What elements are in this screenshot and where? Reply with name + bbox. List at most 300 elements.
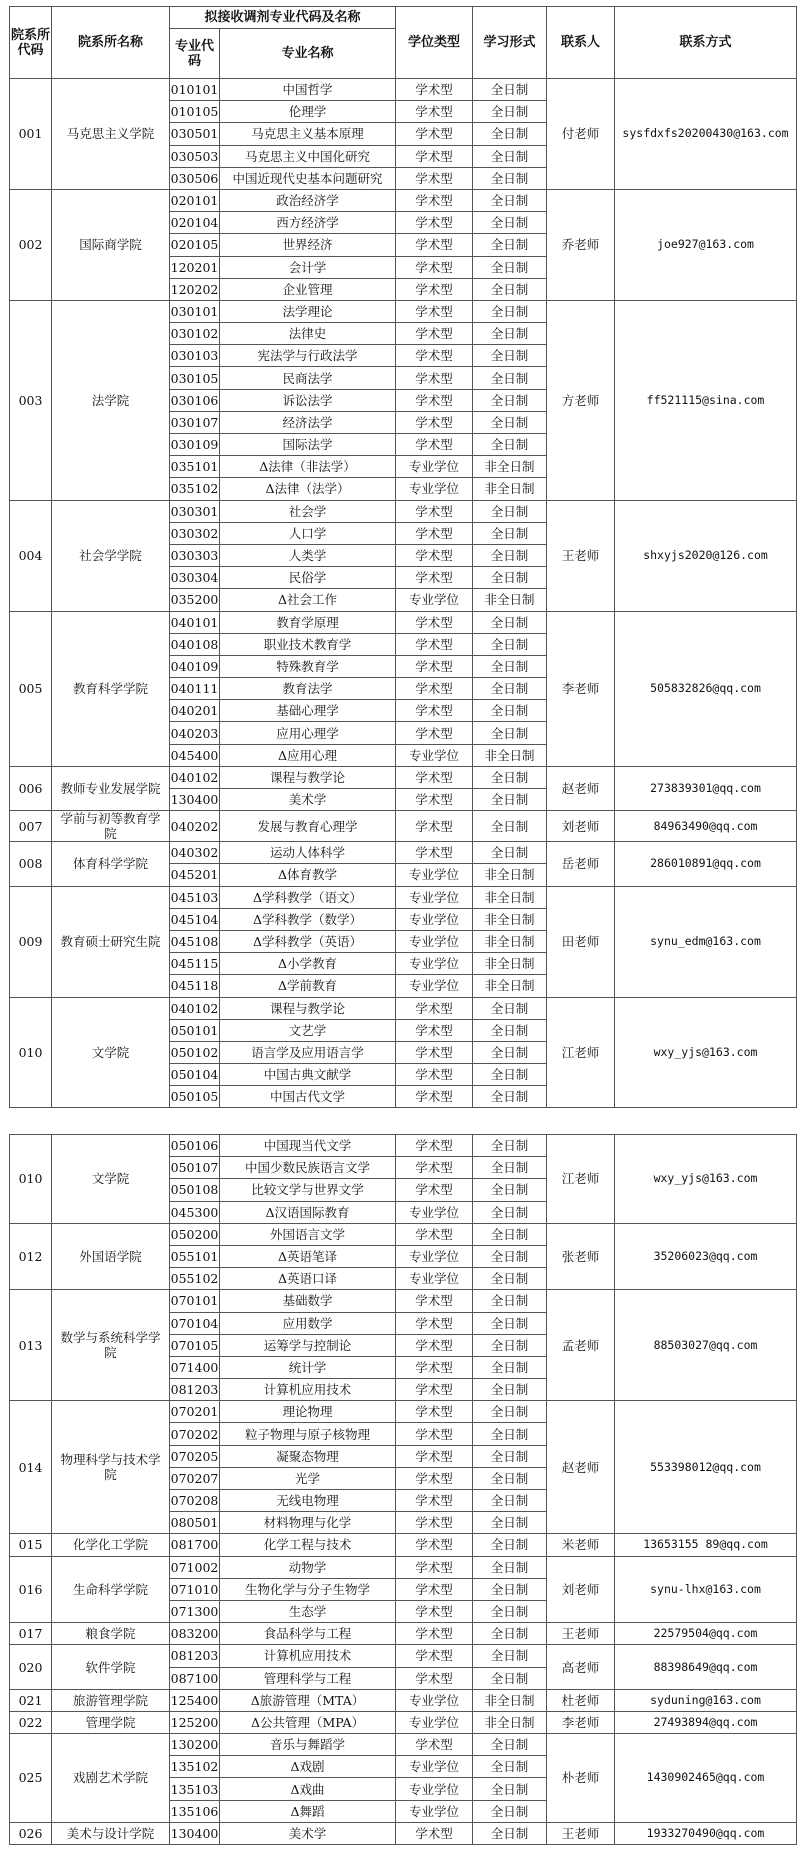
study-mode: 全日制 [473, 167, 547, 189]
dept-code: 026 [10, 1822, 52, 1844]
degree-type: 专业学位 [396, 1245, 473, 1267]
major-name: Δ社会工作 [220, 589, 396, 611]
major-code: 030103 [170, 345, 220, 367]
study-mode: 全日制 [473, 1667, 547, 1689]
dept-code: 008 [10, 842, 52, 886]
dept-name: 教育硕士研究生院 [52, 886, 170, 997]
major-name: 国际法学 [220, 434, 396, 456]
contact-email: 273839301@qq.com [615, 766, 797, 810]
major-name: 管理科学与工程 [220, 1667, 396, 1689]
major-code: 055101 [170, 1245, 220, 1267]
contact-email: ff521115@sina.com [615, 300, 797, 500]
degree-type: 学术型 [396, 1401, 473, 1423]
degree-type: 专业学位 [396, 864, 473, 886]
study-mode: 非全日制 [473, 886, 547, 908]
study-mode: 全日制 [473, 842, 547, 864]
study-mode: 全日制 [473, 1734, 547, 1756]
major-code: 045103 [170, 886, 220, 908]
table-row [10, 842, 797, 864]
study-mode: 非全日制 [473, 1689, 547, 1711]
major-code: 070101 [170, 1290, 220, 1312]
major-code: 050104 [170, 1064, 220, 1086]
study-mode: 全日制 [473, 500, 547, 522]
contact-email: syduning@163.com [615, 1689, 797, 1711]
study-mode: 全日制 [473, 1800, 547, 1822]
contact-person: 赵老师 [547, 1401, 615, 1534]
study-mode: 全日制 [473, 1179, 547, 1201]
degree-type: 学术型 [396, 1512, 473, 1534]
contact-email: 553398012@qq.com [615, 1401, 797, 1534]
dept-name: 旅游管理学院 [52, 1689, 170, 1711]
contact-email: 286010891@qq.com [615, 842, 797, 886]
dept-code: 022 [10, 1711, 52, 1733]
major-name: Δ舞蹈 [220, 1800, 396, 1822]
major-name: 动物学 [220, 1556, 396, 1578]
degree-type: 学术型 [396, 1290, 473, 1312]
major-name: 生物化学与分子生物学 [220, 1578, 396, 1600]
major-code: 035200 [170, 589, 220, 611]
major-code: 020104 [170, 212, 220, 234]
contact-person: 朴老师 [547, 1734, 615, 1823]
dept-code: 002 [10, 189, 52, 300]
degree-type: 学术型 [396, 611, 473, 633]
study-mode: 全日制 [473, 655, 547, 677]
contact-email: 84963490@qq.com [615, 811, 797, 842]
dept-name: 管理学院 [52, 1711, 170, 1733]
study-mode: 非全日制 [473, 456, 547, 478]
contact-email: 27493894@qq.com [615, 1711, 797, 1733]
major-name: Δ旅游管理（MTA） [220, 1689, 396, 1711]
table-row [10, 811, 797, 842]
study-mode: 非全日制 [473, 975, 547, 997]
major-code: 080501 [170, 1512, 220, 1534]
major-code: 050106 [170, 1135, 220, 1157]
contact-person: 方老师 [547, 300, 615, 500]
dept-name: 软件学院 [52, 1645, 170, 1689]
major-code: 070202 [170, 1423, 220, 1445]
major-name: Δ小学教育 [220, 953, 396, 975]
major-name: 企业管理 [220, 278, 396, 300]
dept-name: 社会学学院 [52, 500, 170, 611]
major-name: 职业技术教育学 [220, 633, 396, 655]
study-mode: 非全日制 [473, 478, 547, 500]
major-name: 法律史 [220, 323, 396, 345]
dept-name: 马克思主义学院 [52, 79, 170, 190]
degree-type: 专业学位 [396, 456, 473, 478]
study-mode: 全日制 [473, 1534, 547, 1556]
degree-type: 学术型 [396, 1064, 473, 1086]
dept-name: 法学院 [52, 300, 170, 500]
contact-person: 高老师 [547, 1645, 615, 1689]
contact-person: 王老师 [547, 1623, 615, 1645]
major-name: 世界经济 [220, 234, 396, 256]
study-mode: 全日制 [473, 1423, 547, 1445]
major-code: 135103 [170, 1778, 220, 1800]
header-dept-code: 院系所代码 [10, 7, 52, 79]
major-name: 会计学 [220, 256, 396, 278]
major-code: 050107 [170, 1157, 220, 1179]
major-name: 人类学 [220, 544, 396, 566]
degree-type: 专业学位 [396, 1689, 473, 1711]
study-mode: 全日制 [473, 1623, 547, 1645]
study-mode: 全日制 [473, 1334, 547, 1356]
major-name: Δ学科教学（语文） [220, 886, 396, 908]
major-name: 民商法学 [220, 367, 396, 389]
major-code: 030107 [170, 411, 220, 433]
header-degree-type: 学位类型 [396, 7, 473, 79]
dept-code: 020 [10, 1645, 52, 1689]
degree-type: 学术型 [396, 79, 473, 101]
major-code: 010101 [170, 79, 220, 101]
study-mode: 全日制 [473, 1268, 547, 1290]
dept-code: 025 [10, 1734, 52, 1823]
dept-code: 004 [10, 500, 52, 611]
dept-name: 学前与初等教育学院 [52, 811, 170, 842]
header-major-name: 专业名称 [220, 29, 396, 79]
dept-name: 数学与系统科学学院 [52, 1290, 170, 1401]
contact-email: shxyjs2020@126.com [615, 500, 797, 611]
degree-type: 学术型 [396, 1600, 473, 1622]
study-mode: 全日制 [473, 1401, 547, 1423]
dept-code: 005 [10, 611, 52, 766]
major-code: 070208 [170, 1490, 220, 1512]
degree-type: 学术型 [396, 434, 473, 456]
major-name: 计算机应用技术 [220, 1645, 396, 1667]
degree-type: 学术型 [396, 101, 473, 123]
degree-type: 学术型 [396, 522, 473, 544]
study-mode: 全日制 [473, 234, 547, 256]
contact-email: 13653155 89@qq.com [615, 1534, 797, 1556]
dept-name: 体育科学学院 [52, 842, 170, 886]
major-name: Δ汉语国际教育 [220, 1201, 396, 1223]
major-name: 教育学原理 [220, 611, 396, 633]
major-name: 诉讼法学 [220, 389, 396, 411]
major-code: 040202 [170, 811, 220, 842]
table-row [10, 1734, 797, 1756]
major-name: 经济法学 [220, 411, 396, 433]
major-name: 基础心理学 [220, 700, 396, 722]
major-code: 030503 [170, 145, 220, 167]
degree-type: 专业学位 [396, 589, 473, 611]
study-mode: 全日制 [473, 1379, 547, 1401]
degree-type: 学术型 [396, 1086, 473, 1108]
degree-type: 学术型 [396, 1667, 473, 1689]
study-mode: 全日制 [473, 1157, 547, 1179]
major-code: 030501 [170, 123, 220, 145]
major-name: 中国近现代史基本问题研究 [220, 167, 396, 189]
degree-type: 学术型 [396, 997, 473, 1019]
dept-code: 001 [10, 79, 52, 190]
degree-type: 专业学位 [396, 886, 473, 908]
study-mode: 全日制 [473, 1086, 547, 1108]
study-mode: 非全日制 [473, 744, 547, 766]
major-name: 化学工程与技术 [220, 1534, 396, 1556]
table-row [10, 1623, 797, 1645]
major-code: 071002 [170, 1556, 220, 1578]
contact-person: 王老师 [547, 1822, 615, 1844]
header-study-mode: 学习形式 [473, 7, 547, 79]
degree-type: 学术型 [396, 1734, 473, 1756]
degree-type: 学术型 [396, 367, 473, 389]
table-row [10, 300, 797, 322]
dept-code: 015 [10, 1534, 52, 1556]
major-code: 070104 [170, 1312, 220, 1334]
table-row [10, 1556, 797, 1578]
dept-name: 教师专业发展学院 [52, 766, 170, 810]
degree-type: 学术型 [396, 633, 473, 655]
major-name: 中国现当代文学 [220, 1135, 396, 1157]
degree-type: 学术型 [396, 278, 473, 300]
degree-type: 学术型 [396, 1041, 473, 1063]
major-code: 087100 [170, 1667, 220, 1689]
table-row [10, 766, 797, 788]
dept-code: 010 [10, 997, 52, 1108]
study-mode: 全日制 [473, 411, 547, 433]
study-mode: 全日制 [473, 611, 547, 633]
admissions-table-page-1 [9, 6, 797, 1108]
major-code: 050108 [170, 1179, 220, 1201]
study-mode: 非全日制 [473, 864, 547, 886]
dept-code: 010 [10, 1135, 52, 1224]
degree-type: 学术型 [396, 500, 473, 522]
major-code: 040101 [170, 611, 220, 633]
major-name: 教育法学 [220, 678, 396, 700]
study-mode: 全日制 [473, 1356, 547, 1378]
study-mode: 全日制 [473, 79, 547, 101]
major-code: 045108 [170, 930, 220, 952]
study-mode: 全日制 [473, 1245, 547, 1267]
degree-type: 学术型 [396, 789, 473, 811]
major-code: 040302 [170, 842, 220, 864]
major-code: 130400 [170, 1822, 220, 1844]
major-name: Δ公共管理（MPA） [220, 1711, 396, 1733]
major-code: 045400 [170, 744, 220, 766]
degree-type: 学术型 [396, 1135, 473, 1157]
major-code: 030106 [170, 389, 220, 411]
degree-type: 学术型 [396, 1223, 473, 1245]
study-mode: 全日制 [473, 1041, 547, 1063]
major-code: 130400 [170, 789, 220, 811]
study-mode: 全日制 [473, 811, 547, 842]
degree-type: 专业学位 [396, 744, 473, 766]
table-row [10, 189, 797, 211]
major-code: 083200 [170, 1623, 220, 1645]
major-code: 071300 [170, 1600, 220, 1622]
contact-email: wxy_yjs@163.com [615, 1135, 797, 1224]
degree-type: 学术型 [396, 1179, 473, 1201]
major-name: 应用心理学 [220, 722, 396, 744]
major-code: 040201 [170, 700, 220, 722]
table-row [10, 1290, 797, 1312]
major-name: 特殊教育学 [220, 655, 396, 677]
contact-person: 李老师 [547, 1711, 615, 1733]
dept-name: 生命科学学院 [52, 1556, 170, 1623]
table-row [10, 1689, 797, 1711]
dept-name: 教育科学学院 [52, 611, 170, 766]
degree-type: 专业学位 [396, 1800, 473, 1822]
major-code: 130200 [170, 1734, 220, 1756]
table-body-page-2 [10, 1135, 797, 1845]
major-code: 010105 [170, 101, 220, 123]
contact-person: 江老师 [547, 1135, 615, 1224]
major-code: 071010 [170, 1578, 220, 1600]
major-code: 030109 [170, 434, 220, 456]
major-name: 外国语言文学 [220, 1223, 396, 1245]
major-name: Δ戏曲 [220, 1778, 396, 1800]
table-row [10, 1135, 797, 1157]
study-mode: 全日制 [473, 1778, 547, 1800]
study-mode: 非全日制 [473, 908, 547, 930]
major-name: 统计学 [220, 1356, 396, 1378]
major-code: 045118 [170, 975, 220, 997]
degree-type: 学术型 [396, 1822, 473, 1844]
study-mode: 全日制 [473, 567, 547, 589]
major-code: 071400 [170, 1356, 220, 1378]
study-mode: 全日制 [473, 367, 547, 389]
contact-email: wxy_yjs@163.com [615, 997, 797, 1108]
degree-type: 学术型 [396, 189, 473, 211]
contact-person: 杜老师 [547, 1689, 615, 1711]
major-code: 070205 [170, 1445, 220, 1467]
major-code: 040203 [170, 722, 220, 744]
study-mode: 全日制 [473, 997, 547, 1019]
degree-type: 学术型 [396, 212, 473, 234]
study-mode: 非全日制 [473, 930, 547, 952]
degree-type: 专业学位 [396, 930, 473, 952]
degree-type: 学术型 [396, 345, 473, 367]
contact-person: 刘老师 [547, 1556, 615, 1623]
major-name: 计算机应用技术 [220, 1379, 396, 1401]
degree-type: 学术型 [396, 722, 473, 744]
table-row [10, 1223, 797, 1245]
major-name: 食品科学与工程 [220, 1623, 396, 1645]
major-name: 中国古代文学 [220, 1086, 396, 1108]
study-mode: 全日制 [473, 633, 547, 655]
degree-type: 专业学位 [396, 975, 473, 997]
admissions-table-page-2 [9, 1134, 797, 1845]
study-mode: 全日制 [473, 323, 547, 345]
degree-type: 专业学位 [396, 478, 473, 500]
table-row [10, 1822, 797, 1844]
study-mode: 全日制 [473, 1512, 547, 1534]
major-name: 美术学 [220, 789, 396, 811]
major-name: 课程与教学论 [220, 997, 396, 1019]
study-mode: 全日制 [473, 1312, 547, 1334]
major-name: 西方经济学 [220, 212, 396, 234]
major-code: 120202 [170, 278, 220, 300]
contact-person: 付老师 [547, 79, 615, 190]
degree-type: 学术型 [396, 1467, 473, 1489]
degree-type: 学术型 [396, 1157, 473, 1179]
major-name: 法学理论 [220, 300, 396, 322]
major-name: 语言学及应用语言学 [220, 1041, 396, 1063]
contact-person: 乔老师 [547, 189, 615, 300]
major-code: 030105 [170, 367, 220, 389]
study-mode: 全日制 [473, 1290, 547, 1312]
study-mode: 非全日制 [473, 1711, 547, 1733]
study-mode: 全日制 [473, 1556, 547, 1578]
dept-code: 003 [10, 300, 52, 500]
degree-type: 学术型 [396, 842, 473, 864]
contact-person: 江老师 [547, 997, 615, 1108]
contact-person: 孟老师 [547, 1290, 615, 1401]
study-mode: 全日制 [473, 212, 547, 234]
study-mode: 全日制 [473, 1645, 547, 1667]
study-mode: 全日制 [473, 1600, 547, 1622]
major-name: Δ法律（非法学） [220, 456, 396, 478]
study-mode: 全日制 [473, 1756, 547, 1778]
major-name: 马克思主义基本原理 [220, 123, 396, 145]
study-mode: 全日制 [473, 300, 547, 322]
table-row [10, 1401, 797, 1423]
degree-type: 学术型 [396, 234, 473, 256]
major-name: 马克思主义中国化研究 [220, 145, 396, 167]
study-mode: 全日制 [473, 700, 547, 722]
header-major-code: 专业代码 [170, 29, 220, 79]
contact-person: 米老师 [547, 1534, 615, 1556]
major-name: 基础数学 [220, 1290, 396, 1312]
degree-type: 学术型 [396, 1356, 473, 1378]
major-code: 040109 [170, 655, 220, 677]
major-code: 125400 [170, 1689, 220, 1711]
study-mode: 全日制 [473, 345, 547, 367]
study-mode: 全日制 [473, 1135, 547, 1157]
major-name: 人口学 [220, 522, 396, 544]
study-mode: 全日制 [473, 1467, 547, 1489]
major-code: 081203 [170, 1645, 220, 1667]
study-mode: 全日制 [473, 1445, 547, 1467]
dept-name: 文学院 [52, 997, 170, 1108]
major-code: 050102 [170, 1041, 220, 1063]
major-code: 030102 [170, 323, 220, 345]
major-name: 民俗学 [220, 567, 396, 589]
dept-name: 戏剧艺术学院 [52, 1734, 170, 1823]
major-name: 美术学 [220, 1822, 396, 1844]
major-name: 材料物理与化学 [220, 1512, 396, 1534]
degree-type: 学术型 [396, 766, 473, 788]
major-name: 运筹学与控制论 [220, 1334, 396, 1356]
major-code: 035101 [170, 456, 220, 478]
table-row [10, 1711, 797, 1733]
contact-person: 赵老师 [547, 766, 615, 810]
contact-email: joe927@163.com [615, 189, 797, 300]
major-code: 040111 [170, 678, 220, 700]
degree-type: 专业学位 [396, 1778, 473, 1800]
degree-type: 学术型 [396, 1490, 473, 1512]
dept-code: 007 [10, 811, 52, 842]
dept-code: 016 [10, 1556, 52, 1623]
study-mode: 全日制 [473, 123, 547, 145]
study-mode: 全日制 [473, 1201, 547, 1223]
major-name: 中国哲学 [220, 79, 396, 101]
study-mode: 全日制 [473, 544, 547, 566]
major-code: 081700 [170, 1534, 220, 1556]
study-mode: 全日制 [473, 766, 547, 788]
table-body-page-1 [10, 79, 797, 1108]
major-code: 081203 [170, 1379, 220, 1401]
major-name: Δ学科教学（英语） [220, 930, 396, 952]
dept-code: 009 [10, 886, 52, 997]
major-name: 凝聚态物理 [220, 1445, 396, 1467]
contact-person: 李老师 [547, 611, 615, 766]
major-code: 035102 [170, 478, 220, 500]
major-name: Δ应用心理 [220, 744, 396, 766]
contact-email: sysfdxfs20200430@163.com [615, 79, 797, 190]
study-mode: 全日制 [473, 789, 547, 811]
major-code: 135102 [170, 1756, 220, 1778]
dept-code: 013 [10, 1290, 52, 1401]
major-name: Δ英语口译 [220, 1268, 396, 1290]
